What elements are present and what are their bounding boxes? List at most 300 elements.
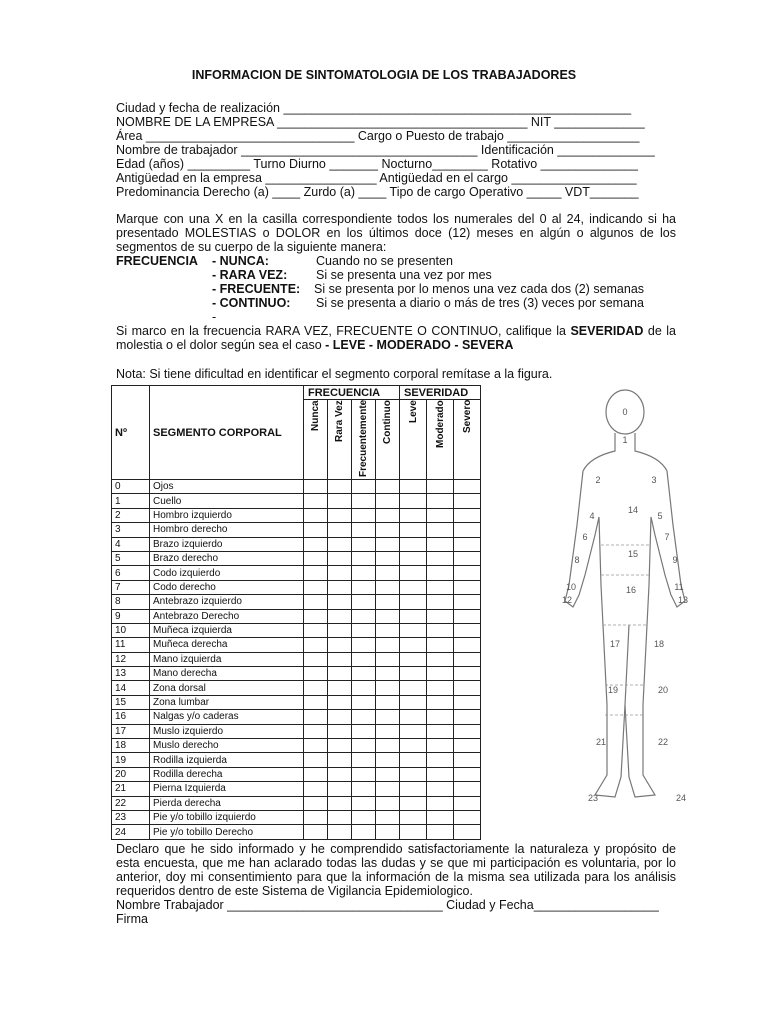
figure-label-8: 8 (574, 555, 580, 565)
col-nunca-label: Nunca (310, 400, 321, 431)
checkbox-cell[interactable] (454, 667, 481, 681)
checkbox-cell[interactable] (328, 551, 352, 565)
figure-label-16: 16 (625, 585, 637, 595)
checkbox-cell[interactable] (376, 753, 400, 767)
checkbox-cell[interactable] (328, 782, 352, 796)
row-number: 10 (112, 623, 150, 637)
checkbox-cell[interactable] (427, 695, 454, 709)
table-row (112, 537, 481, 551)
checkbox-cell[interactable] (400, 638, 427, 652)
checkbox-cell[interactable] (400, 508, 427, 522)
checkbox-cell[interactable] (400, 623, 427, 637)
checkbox-cell[interactable] (352, 796, 376, 810)
checkbox-cell[interactable] (400, 753, 427, 767)
table-row (112, 623, 481, 637)
severity-levels: - LEVE - MODERADO - SEVERA (325, 338, 514, 352)
freq-term-frecuente: - FRECUENTE: (212, 282, 301, 296)
table-header-group-row (112, 386, 481, 400)
severity-bold1: SEVERIDAD (570, 324, 644, 338)
checkbox-cell[interactable] (352, 753, 376, 767)
checkbox-cell[interactable] (376, 523, 400, 537)
checkbox-cell[interactable] (304, 609, 328, 623)
figure-label-23: 23 (587, 793, 599, 803)
checkbox-cell[interactable] (454, 796, 481, 810)
checkbox-cell[interactable] (454, 580, 481, 594)
checkbox-cell[interactable] (352, 523, 376, 537)
checkbox-cell[interactable] (376, 652, 400, 666)
checkbox-cell[interactable] (328, 739, 352, 753)
col-frecuente-label: Frecuentemente (358, 400, 369, 478)
checkbox-cell[interactable] (454, 739, 481, 753)
checkbox-cell[interactable] (400, 667, 427, 681)
checkbox-cell[interactable] (352, 695, 376, 709)
row-number: 5 (112, 551, 150, 565)
checkbox-cell[interactable] (352, 724, 376, 738)
checkbox-cell[interactable] (427, 523, 454, 537)
checkbox-cell[interactable] (304, 652, 328, 666)
row-number: 4 (112, 537, 150, 551)
checkbox-cell[interactable] (454, 810, 481, 824)
checkbox-cell[interactable] (427, 825, 454, 839)
table-row (112, 595, 481, 609)
checkbox-cell[interactable] (304, 710, 328, 724)
checkbox-cell[interactable] (400, 580, 427, 594)
checkbox-cell[interactable] (427, 667, 454, 681)
note-text: Nota: Si tiene dificultad en identificar el segmento corporal remítase a la figura. (116, 367, 553, 381)
figure-label-14: 14 (627, 505, 639, 515)
row-segment: Muñeca izquierda (150, 623, 304, 637)
checkbox-cell[interactable] (304, 494, 328, 508)
freq-term-nunca: - NUNCA: (212, 254, 269, 268)
checkbox-cell[interactable] (427, 508, 454, 522)
checkbox-cell[interactable] (427, 480, 454, 494)
row-number: 23 (112, 810, 150, 824)
checkbox-cell[interactable] (328, 796, 352, 810)
row-segment: Ojos (150, 480, 304, 494)
checkbox-cell[interactable] (427, 623, 454, 637)
checkbox-cell[interactable] (376, 537, 400, 551)
checkbox-cell[interactable] (400, 609, 427, 623)
checkbox-cell[interactable] (427, 652, 454, 666)
table-row (112, 667, 481, 681)
checkbox-cell[interactable] (304, 480, 328, 494)
row-segment: Mano derecha (150, 667, 304, 681)
row-number: 14 (112, 681, 150, 695)
figure-label-24: 24 (675, 793, 687, 803)
checkbox-cell[interactable] (427, 537, 454, 551)
table-row (112, 494, 481, 508)
row-segment: Muñeca derecha (150, 638, 304, 652)
figure-labels (562, 407, 688, 803)
row-number: 16 (112, 710, 150, 724)
checkbox-cell[interactable] (352, 551, 376, 565)
figure-label-15: 15 (627, 549, 639, 559)
checkbox-cell[interactable] (400, 480, 427, 494)
checkbox-cell[interactable] (376, 580, 400, 594)
figure-label-18: 18 (653, 639, 665, 649)
checkbox-cell[interactable] (304, 537, 328, 551)
checkbox-cell[interactable] (304, 782, 328, 796)
table-row (112, 551, 481, 565)
checkbox-cell[interactable] (427, 595, 454, 609)
checkbox-cell[interactable] (427, 710, 454, 724)
checkbox-cell[interactable] (328, 480, 352, 494)
row-number: 21 (112, 782, 150, 796)
checkbox-cell[interactable] (454, 767, 481, 781)
checkbox-cell[interactable] (352, 681, 376, 695)
checkbox-cell[interactable] (427, 782, 454, 796)
row-number: 15 (112, 695, 150, 709)
checkbox-cell[interactable] (328, 638, 352, 652)
col-continuo-header (376, 400, 400, 480)
checkbox-cell[interactable] (304, 580, 328, 594)
figure-label-7: 7 (664, 532, 670, 542)
checkbox-cell[interactable] (376, 566, 400, 580)
checkbox-cell[interactable] (454, 523, 481, 537)
declaration-text: Declaro que he sido informado y he comprendido satisfactoriamente la naturaleza y propósito de esta encuesta, que me han aclarado todas las dudas y se que mi participación es voluntaria, por lo anterior, doy mi consentimiento para que la información de la misma sea utilizada para los análisis requeridos dentro de este Sistema de Vigilancia Epidemiologico. (116, 842, 676, 898)
checkbox-cell[interactable] (376, 724, 400, 738)
figure-label-12: 12 (561, 595, 573, 605)
figure-label-19: 19 (607, 685, 619, 695)
checkbox-cell[interactable] (400, 782, 427, 796)
row-segment: Cuello (150, 494, 304, 508)
group-frequency-header: FRECUENCIA (304, 386, 400, 400)
checkbox-cell[interactable] (454, 595, 481, 609)
checkbox-cell[interactable] (400, 652, 427, 666)
row-number: 13 (112, 667, 150, 681)
checkbox-cell[interactable] (352, 580, 376, 594)
col-rara-label: Rara Vez (334, 400, 345, 442)
table-row (112, 796, 481, 810)
checkbox-cell[interactable] (304, 724, 328, 738)
figure-label-2: 2 (595, 475, 601, 485)
row-segment: Rodilla izquierda (150, 753, 304, 767)
checkbox-cell[interactable] (352, 480, 376, 494)
checkbox-cell[interactable] (454, 508, 481, 522)
checkbox-cell[interactable] (400, 796, 427, 810)
figure-label-1: 1 (622, 435, 628, 445)
checkbox-cell[interactable] (304, 767, 328, 781)
checkbox-cell[interactable] (400, 494, 427, 508)
checkbox-cell[interactable] (427, 609, 454, 623)
checkbox-cell[interactable] (400, 566, 427, 580)
field-area-cargo[interactable]: Área ______________________________ Cargo o Puesto de trabajo ___________________ (116, 129, 640, 143)
checkbox-cell[interactable] (454, 724, 481, 738)
checkbox-cell[interactable] (352, 652, 376, 666)
col-moderado-label: Moderado (434, 400, 446, 448)
row-number: 12 (112, 652, 150, 666)
body-figure (555, 385, 720, 815)
row-segment: Mano izquierda (150, 652, 304, 666)
checkbox-cell[interactable] (427, 638, 454, 652)
row-number: 24 (112, 825, 150, 839)
checkbox-cell[interactable] (376, 739, 400, 753)
checkbox-cell[interactable] (454, 695, 481, 709)
checkbox-cell[interactable] (454, 623, 481, 637)
checkbox-cell[interactable] (427, 810, 454, 824)
table-row (112, 580, 481, 594)
checkbox-cell[interactable] (328, 710, 352, 724)
checkbox-cell[interactable] (376, 494, 400, 508)
checkbox-cell[interactable] (400, 810, 427, 824)
freq-desc-frecuente: Si se presenta por lo menos una vez cada dos (2) semanas (314, 282, 645, 296)
checkbox-cell[interactable] (427, 739, 454, 753)
field-predominancia[interactable]: Predominancia Derecho (a) ____ Zurdo (a) ____ Tipo de cargo Operativo _____ VDT_______ (116, 185, 639, 199)
row-segment: Codo izquierdo (150, 566, 304, 580)
checkbox-cell[interactable] (454, 566, 481, 580)
checkbox-cell[interactable] (352, 623, 376, 637)
checkbox-cell[interactable] (454, 652, 481, 666)
checkbox-cell[interactable] (454, 609, 481, 623)
checkbox-cell[interactable] (328, 595, 352, 609)
checkbox-cell[interactable] (454, 480, 481, 494)
checkbox-cell[interactable] (376, 508, 400, 522)
table-row (112, 753, 481, 767)
freq-desc-rara: Si se presenta una vez por mes (316, 268, 492, 282)
checkbox-cell[interactable] (376, 480, 400, 494)
checkbox-cell[interactable] (400, 710, 427, 724)
checkbox-cell[interactable] (328, 767, 352, 781)
checkbox-cell[interactable] (400, 537, 427, 551)
row-number: 2 (112, 508, 150, 522)
table-row (112, 638, 481, 652)
checkbox-cell[interactable] (304, 825, 328, 839)
row-segment: Pie y/o tobillo izquierdo (150, 810, 304, 824)
checkbox-cell[interactable] (352, 508, 376, 522)
checkbox-cell[interactable] (328, 508, 352, 522)
checkbox-cell[interactable] (376, 796, 400, 810)
row-number: 17 (112, 724, 150, 738)
signature-line[interactable]: Nombre Trabajador _______________________________ Ciudad y Fecha__________________ (116, 898, 659, 912)
checkbox-cell[interactable] (352, 609, 376, 623)
freq-term-rara: - RARA VEZ: (212, 268, 288, 282)
firma-label: Firma (116, 912, 148, 926)
severity-part2: de la molestia o el dolor según sea el caso (116, 324, 676, 352)
checkbox-cell[interactable] (427, 796, 454, 810)
row-segment: Zona dorsal (150, 681, 304, 695)
checkbox-cell[interactable] (328, 623, 352, 637)
row-segment: Brazo derecho (150, 551, 304, 565)
table-row (112, 508, 481, 522)
checkbox-cell[interactable] (328, 667, 352, 681)
row-number: 8 (112, 595, 150, 609)
table-row (112, 566, 481, 580)
checkbox-cell[interactable] (352, 739, 376, 753)
field-nombre-identificacion[interactable]: Nombre de trabajador __________________________________ Identificación ______________ (116, 143, 655, 157)
freq-desc-nunca: Cuando no se presenten (316, 254, 453, 268)
checkbox-cell[interactable] (376, 667, 400, 681)
checkbox-cell[interactable] (454, 537, 481, 551)
checkbox-cell[interactable] (376, 695, 400, 709)
checkbox-cell[interactable] (454, 638, 481, 652)
figure-label-3: 3 (651, 475, 657, 485)
checkbox-cell[interactable] (400, 724, 427, 738)
figure-label-11: 11 (674, 582, 684, 592)
group-severity-header: SEVERIDAD (400, 386, 481, 400)
checkbox-cell[interactable] (454, 681, 481, 695)
table-row (112, 695, 481, 709)
field-ciudad-fecha[interactable]: Ciudad y fecha de realización __________________________________________________ (116, 101, 632, 115)
checkbox-cell[interactable] (328, 753, 352, 767)
checkbox-cell[interactable] (376, 609, 400, 623)
checkbox-cell[interactable] (328, 681, 352, 695)
checkbox-cell[interactable] (304, 667, 328, 681)
checkbox-cell[interactable] (328, 580, 352, 594)
checkbox-cell[interactable] (352, 667, 376, 681)
checkbox-cell[interactable] (352, 494, 376, 508)
checkbox-cell[interactable] (376, 638, 400, 652)
checkbox-cell[interactable] (427, 681, 454, 695)
checkbox-cell[interactable] (400, 523, 427, 537)
col-segment-header: SEGMENTO CORPORAL (150, 386, 304, 480)
checkbox-cell[interactable] (352, 710, 376, 724)
col-severo-label: Severo (461, 400, 473, 434)
checkbox-cell[interactable] (427, 494, 454, 508)
table-row (112, 710, 481, 724)
checkbox-cell[interactable] (427, 551, 454, 565)
checkbox-cell[interactable] (304, 523, 328, 537)
severity-text (116, 324, 676, 352)
checkbox-cell[interactable] (376, 782, 400, 796)
checkbox-cell[interactable] (352, 782, 376, 796)
checkbox-cell[interactable] (304, 810, 328, 824)
checkbox-cell[interactable] (328, 825, 352, 839)
checkbox-cell[interactable] (328, 566, 352, 580)
checkbox-cell[interactable] (352, 595, 376, 609)
checkbox-cell[interactable] (454, 710, 481, 724)
checkbox-cell[interactable] (328, 724, 352, 738)
frequency-label: FRECUENCIA (116, 254, 198, 268)
checkbox-cell[interactable] (400, 681, 427, 695)
table-row (112, 652, 481, 666)
freq-term-continuo: - CONTINUO: (212, 296, 291, 310)
figure-label-6: 6 (582, 532, 588, 542)
checkbox-cell[interactable] (376, 681, 400, 695)
figure-label-4: 4 (589, 511, 595, 521)
checkbox-cell[interactable] (454, 494, 481, 508)
checkbox-cell[interactable] (304, 695, 328, 709)
checkbox-cell[interactable] (328, 810, 352, 824)
checkbox-cell[interactable] (376, 767, 400, 781)
row-number: 3 (112, 523, 150, 537)
row-segment: Antebrazo izquierdo (150, 595, 304, 609)
checkbox-cell[interactable] (427, 566, 454, 580)
field-antiguedad[interactable]: Antigüedad en la empresa ________________ Antigüedad en el cargo __________________ (116, 171, 637, 185)
checkbox-cell[interactable] (304, 739, 328, 753)
table-row (112, 782, 481, 796)
checkbox-cell[interactable] (304, 623, 328, 637)
checkbox-cell[interactable] (454, 551, 481, 565)
checkbox-cell[interactable] (352, 566, 376, 580)
checkbox-cell[interactable] (400, 825, 427, 839)
checkbox-cell[interactable] (400, 595, 427, 609)
checkbox-cell[interactable] (328, 695, 352, 709)
table-row (112, 480, 481, 494)
checkbox-cell[interactable] (352, 638, 376, 652)
checkbox-cell[interactable] (328, 652, 352, 666)
figure-label-9: 9 (672, 555, 678, 565)
row-number: 1 (112, 494, 150, 508)
col-frecuente-header (352, 400, 376, 480)
row-segment: Nalgas y/o caderas (150, 710, 304, 724)
row-segment: Pierda derecha (150, 796, 304, 810)
checkbox-cell[interactable] (328, 494, 352, 508)
field-empresa-nit[interactable]: NOMBRE DE LA EMPRESA ____________________________________ NIT _____________ (116, 115, 645, 129)
checkbox-cell[interactable] (328, 523, 352, 537)
checkbox-cell[interactable] (376, 551, 400, 565)
checkbox-cell[interactable] (400, 767, 427, 781)
col-rara-header (328, 400, 352, 480)
col-nunca-header (304, 400, 328, 480)
checkbox-cell[interactable] (427, 724, 454, 738)
col-leve-label: Leve (407, 400, 419, 423)
checkbox-cell[interactable] (376, 623, 400, 637)
table-row (112, 609, 481, 623)
checkbox-cell[interactable] (304, 566, 328, 580)
figure-label-20: 20 (657, 685, 669, 695)
field-edad-turno[interactable]: Edad (años) _________ Turno Diurno _______ Nocturno________ Rotativo ______________ (116, 157, 638, 171)
instructions-text: Marque con una X en la casilla correspondiente todos los numerales del 0 al 24, indicando si ha presentado MOLESTIAS o DOLOR en los últimos doce (12) meses en algún o algunos de los segmentos de su cuerpo de la siguiente manera: (116, 212, 676, 254)
checkbox-cell[interactable] (328, 537, 352, 551)
checkbox-cell[interactable] (400, 551, 427, 565)
figure-label-5: 5 (657, 511, 663, 521)
checkbox-cell[interactable] (376, 595, 400, 609)
row-segment: Zona lumbar (150, 695, 304, 709)
checkbox-cell[interactable] (376, 825, 400, 839)
table-row (112, 825, 481, 839)
row-number: 0 (112, 480, 150, 494)
checkbox-cell[interactable] (376, 810, 400, 824)
checkbox-cell[interactable] (400, 739, 427, 753)
checkbox-cell[interactable] (352, 825, 376, 839)
row-segment: Muslo izquierdo (150, 724, 304, 738)
row-segment: Brazo izquierdo (150, 537, 304, 551)
row-segment: Antebrazo Derecho (150, 609, 304, 623)
checkbox-cell[interactable] (352, 537, 376, 551)
freq-desc-continuo: Si se presenta a diario o más de tres (3) veces por semana (316, 296, 644, 310)
freq-term-empty: - (212, 310, 217, 324)
checkbox-cell[interactable] (400, 695, 427, 709)
table-row (112, 681, 481, 695)
checkbox-cell[interactable] (454, 753, 481, 767)
checkbox-cell[interactable] (304, 551, 328, 565)
checkbox-cell[interactable] (352, 810, 376, 824)
figure-label-21: 21 (595, 737, 607, 747)
checkbox-cell[interactable] (328, 609, 352, 623)
checkbox-cell[interactable] (352, 767, 376, 781)
table-row (112, 767, 481, 781)
checkbox-cell[interactable] (427, 753, 454, 767)
checkbox-cell[interactable] (304, 638, 328, 652)
row-segment: Rodilla derecha (150, 767, 304, 781)
checkbox-cell[interactable] (427, 580, 454, 594)
checkbox-cell[interactable] (454, 782, 481, 796)
col-continuo-label: Continuo (382, 400, 393, 445)
checkbox-cell[interactable] (304, 681, 328, 695)
checkbox-cell[interactable] (454, 825, 481, 839)
row-segment: Hombro izquierdo (150, 508, 304, 522)
checkbox-cell[interactable] (427, 767, 454, 781)
checkbox-cell[interactable] (376, 710, 400, 724)
checkbox-cell[interactable] (304, 595, 328, 609)
checkbox-cell[interactable] (304, 796, 328, 810)
checkbox-cell[interactable] (304, 753, 328, 767)
figure-label-17: 17 (609, 639, 621, 649)
row-number: 9 (112, 609, 150, 623)
checkbox-cell[interactable] (304, 508, 328, 522)
table-row (112, 724, 481, 738)
col-moderado-header (427, 400, 454, 480)
